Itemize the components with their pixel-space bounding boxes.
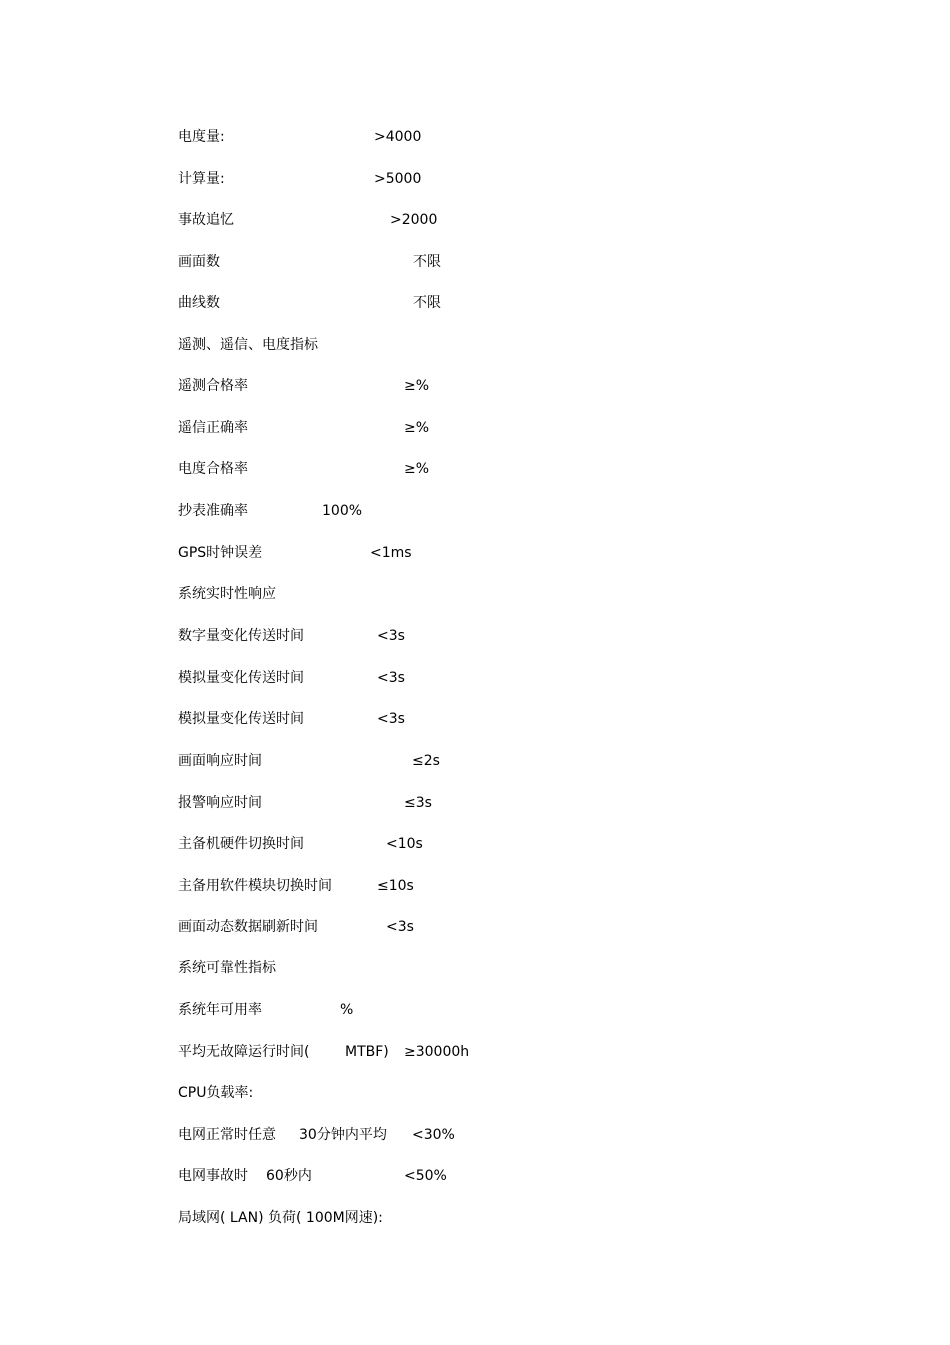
row-label: 画面数 xyxy=(178,254,220,270)
row-label: 遥信正确率 xyxy=(178,420,248,436)
row-label: 主备机硬件切换时间 xyxy=(178,836,304,852)
row-label: 事故追忆 xyxy=(178,212,234,228)
row-value: ≤2s xyxy=(412,753,440,769)
row-label: 曲线数 xyxy=(178,295,220,311)
row-label: 系统年可用率 xyxy=(178,1002,262,1018)
row-label: 画面响应时间 xyxy=(178,753,262,769)
section-heading: 系统可靠性指标 xyxy=(178,960,276,976)
row-label: 数字量变化传送时间 xyxy=(178,628,304,644)
row-value: <50% xyxy=(404,1168,447,1184)
row-label: 平均无故障运行时间( xyxy=(178,1044,310,1060)
section-heading: 遥测、遥信、电度指标 xyxy=(178,337,318,353)
row-value: <10s xyxy=(386,836,423,852)
row-value: <3s xyxy=(377,628,405,644)
row-value: ≥% xyxy=(404,378,430,394)
row-label: 计算量: xyxy=(178,171,225,187)
row-label: GPS时钟误差 xyxy=(178,545,263,561)
section-heading: 局域网( LAN) 负荷( 100M网速): xyxy=(178,1210,383,1226)
row-label: 电网正常时任意 xyxy=(178,1127,276,1143)
row-label: 抄表准确率 xyxy=(178,503,248,519)
row-label: 画面动态数据刷新时间 xyxy=(178,919,318,935)
row-value: ≤10s xyxy=(377,878,414,894)
row-label: 模拟量变化传送时间 xyxy=(178,711,304,727)
row-value: >2000 xyxy=(390,212,438,228)
row-value: >5000 xyxy=(374,171,422,187)
row-qualifier: MTBF) xyxy=(345,1044,389,1060)
row-value: ≥% xyxy=(404,461,430,477)
row-value: 不限 xyxy=(413,254,441,270)
section-heading: 系统实时性响应 xyxy=(178,586,276,602)
row-value: % xyxy=(340,1002,354,1018)
row-qualifier: 30分钟内平均 xyxy=(299,1127,387,1143)
row-value: <3s xyxy=(377,670,405,686)
row-value: <30% xyxy=(412,1127,455,1143)
row-value: 100% xyxy=(322,503,363,519)
row-value: >4000 xyxy=(374,129,422,145)
row-label: 电度量: xyxy=(178,129,225,145)
row-label: 模拟量变化传送时间 xyxy=(178,670,304,686)
row-value: ≤3s xyxy=(404,795,432,811)
row-value: ≥30000h xyxy=(404,1044,470,1060)
row-value: <3s xyxy=(386,919,414,935)
row-qualifier: 60秒内 xyxy=(266,1168,312,1184)
row-value: <3s xyxy=(377,711,405,727)
row-label: 遥测合格率 xyxy=(178,378,248,394)
row-label: 电度合格率 xyxy=(178,461,248,477)
row-label: 主备用软件模块切换时间 xyxy=(178,878,332,894)
row-value: <1ms xyxy=(370,545,412,561)
row-value: 不限 xyxy=(413,295,441,311)
row-value: ≥% xyxy=(404,420,430,436)
section-heading: CPU负载率: xyxy=(178,1085,254,1101)
row-label: 报警响应时间 xyxy=(178,795,262,811)
row-label: 电网事故时 xyxy=(178,1168,248,1184)
